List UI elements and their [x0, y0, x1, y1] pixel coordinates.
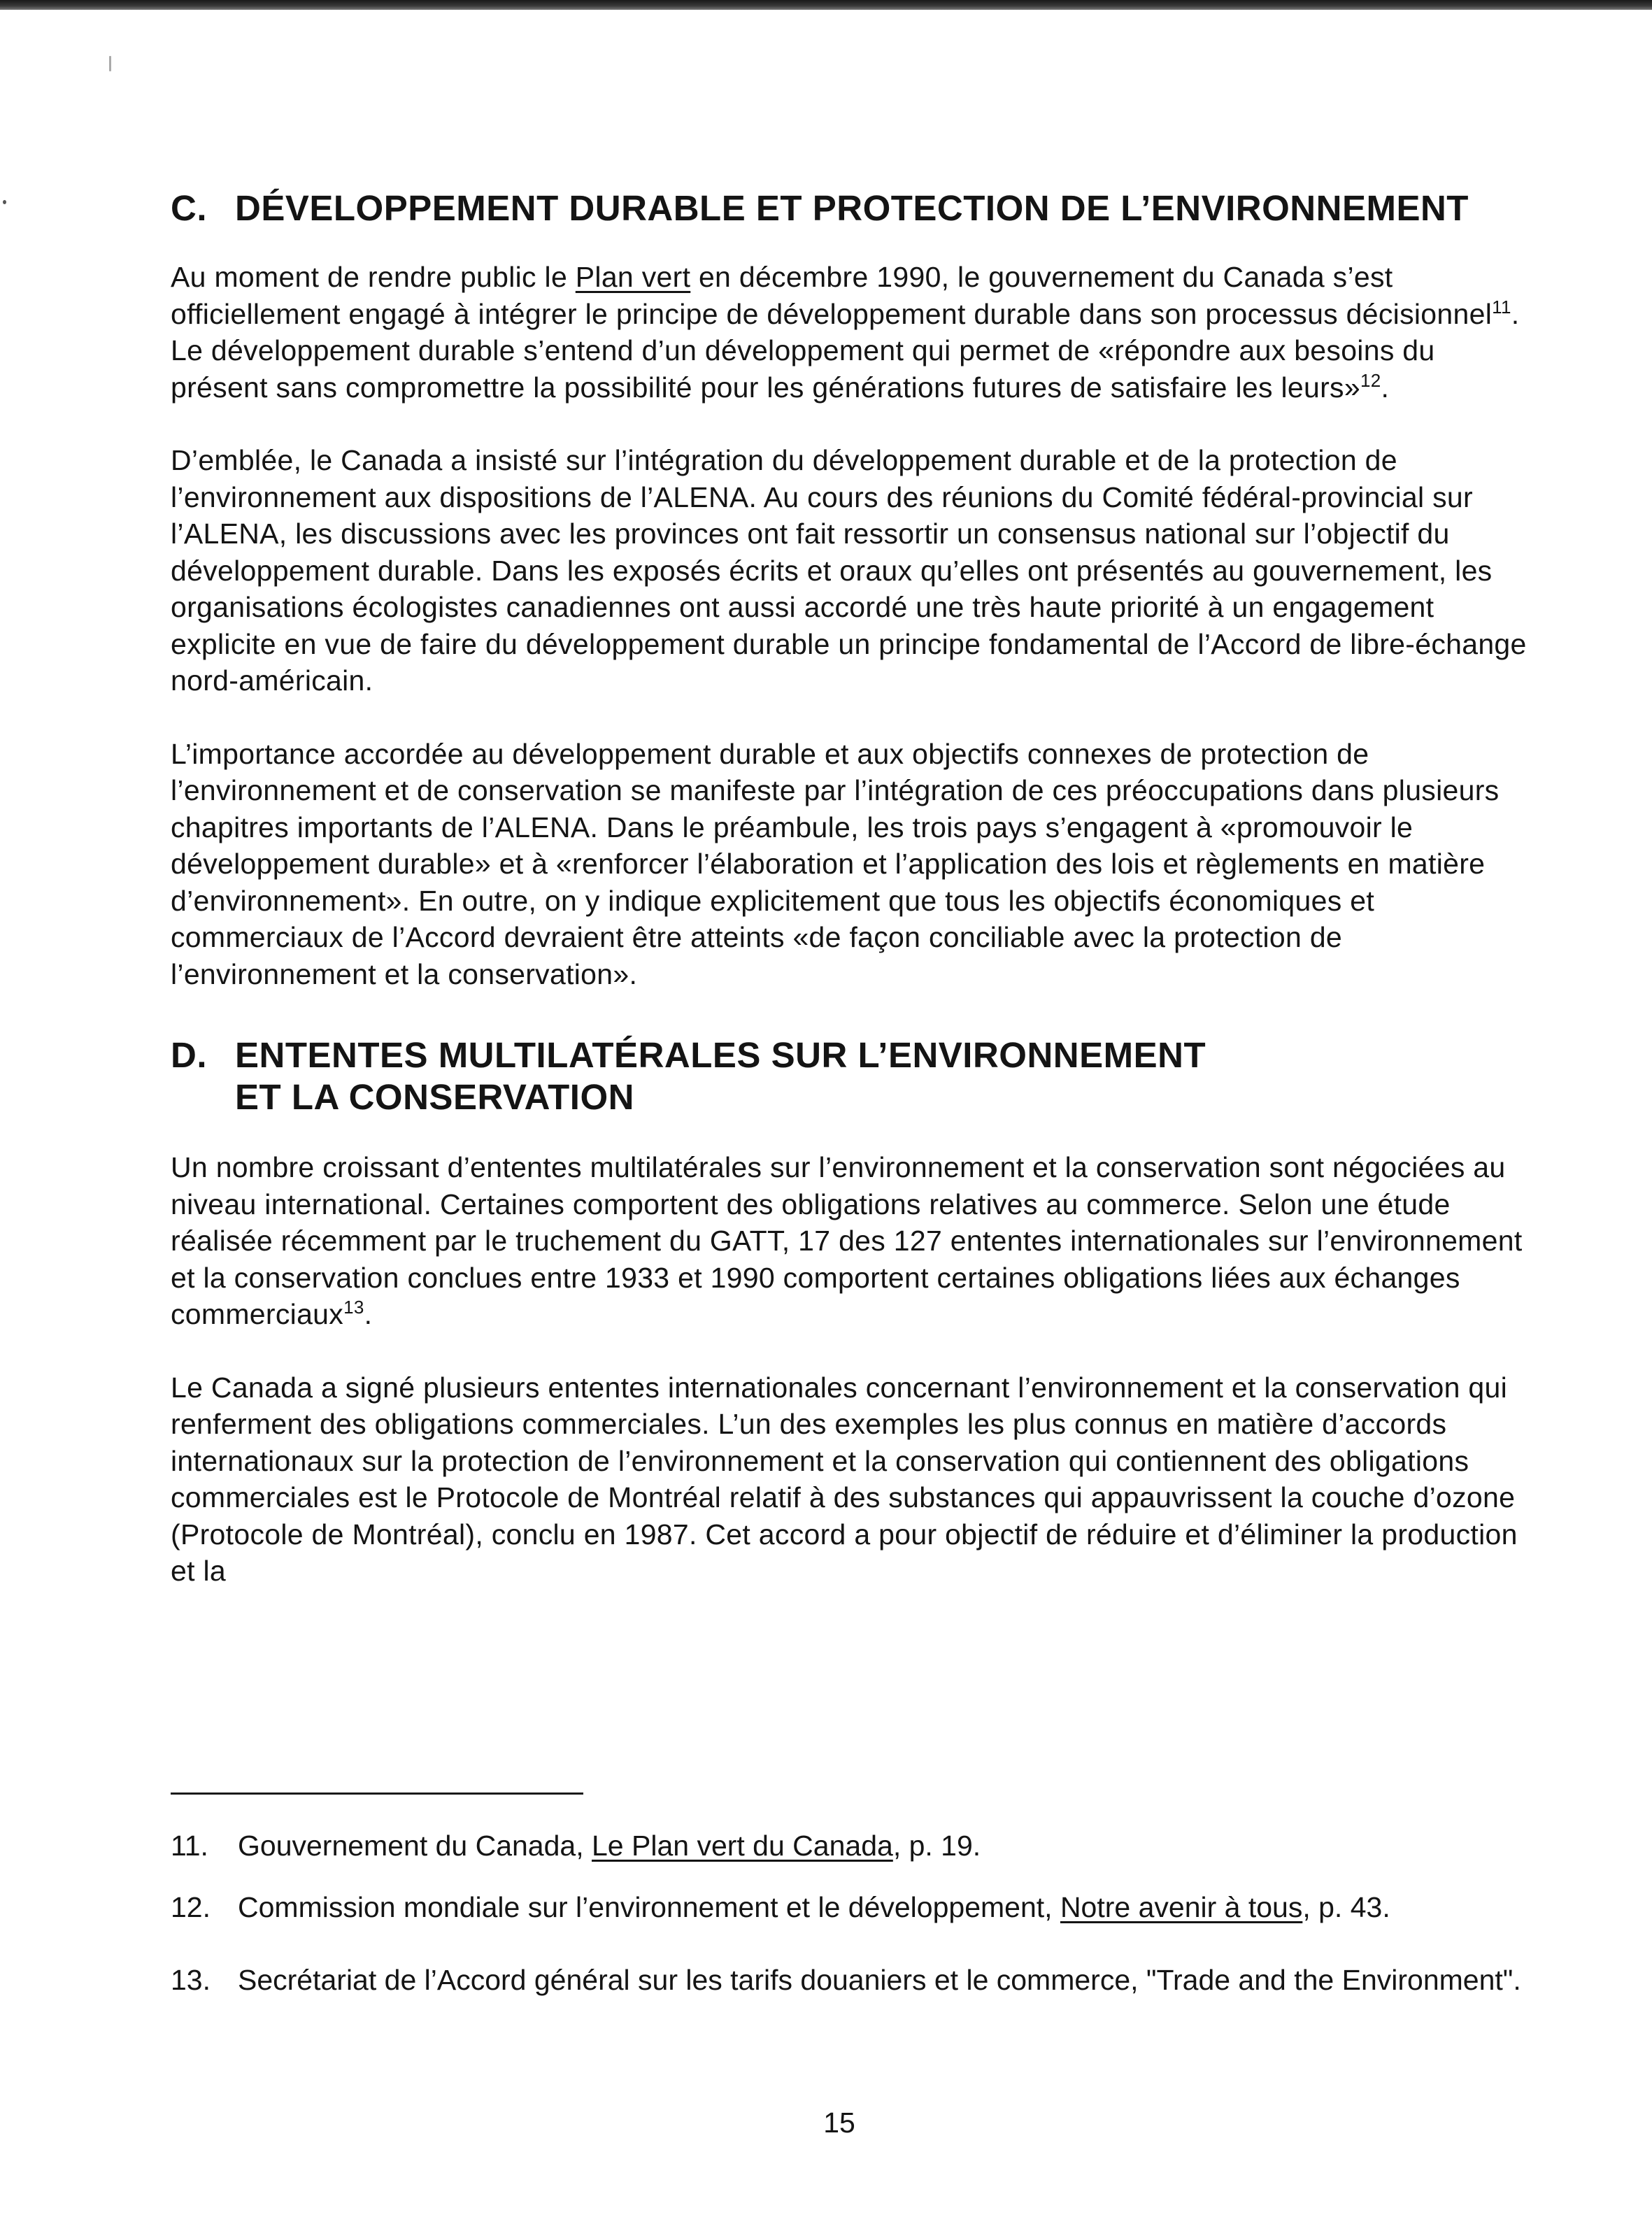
scan-edge: [0, 0, 1652, 10]
text-run: Gouvernement du Canada,: [238, 1830, 592, 1862]
section-c-paragraph-1: [171, 259, 1534, 406]
section-d-paragraph-2: Le Canada a signé plusieurs ententes internationales concernant l’environnement et la conservation qui renferment des obligations commerciales. L’un des exemples les plus connus en matière d’accords internationaux sur la protection de l’environnement et la conservation qui contiennent des obligations commerciales est le Protocole de Montréal relatif à des substances qui appauvrissent la couche d’ozone (Protocole de Montréal), conclu en 1987. Cet accord a pour objectif de réduire et d’éliminer la production et la: [171, 1371, 1518, 1587]
page-number: 15: [823, 2107, 855, 2139]
footnote-number: 11.: [171, 1830, 208, 1862]
footnote-ref-11: 11: [1492, 296, 1511, 318]
cited-title: Le Plan vert du Canada: [592, 1830, 893, 1862]
footnote-12: [171, 1890, 1534, 1925]
section-d-title-line-1: ENTENTES MULTILATÉRALES SUR L’ENVIRONNEMENT: [235, 1035, 1206, 1075]
section-d-heading: [171, 1034, 1534, 1118]
text-run: , p. 43.: [1302, 1891, 1390, 1923]
section-d-paragraph-1: [171, 1149, 1534, 1333]
text-run: , p. 19.: [892, 1830, 981, 1862]
section-d-title-line-2: ET LA CONSERVATION: [235, 1077, 634, 1117]
footnote-13: [171, 1962, 1534, 1997]
footnote-11: [171, 1828, 1534, 1863]
scan-speck: [3, 200, 6, 204]
plan-vert-title: Plan vert: [575, 261, 691, 293]
section-c-paragraph-3: L’importance accordée au développement durable et aux objectifs connexes de protection de l’environnement et de conservation se manifeste par l’intégration de ces préoccupations dans plusieurs chapitres importants de l’ALENA. Dans le préambule, les trois pays s’engagent à «promouvoir le développement durable» et à «renforcer l’élaboration et l’application des lois et règlements en matière d’environnement». En outre, on y indique explicitement que tous les objectifs économiques et commerciaux de l’Accord devraient être atteints «de façon conciliable avec la protection de l’environnement et la conservation».: [171, 737, 1500, 990]
text-run: Un nombre croissant d’ententes multilatérales sur l’environnement et la conservation sont négociées au niveau international. Certaines comportent des obligations relatives au commerce. Selon une étude réalisée récemment par le truchement du GATT, 17 des 127 ententes internationales sur l’environnement et la conservation conclues entre 1933 et 1990 comportent certaines obligations liées aux échanges commerciaux: [171, 1151, 1523, 1330]
footnote-text: [238, 1890, 1534, 1925]
text-run: . Le développement durable s’entend d’un développement qui permet de «répondre aux besoins du présent sans compromettre la possibilité pour les générations futures de satisfaire les leurs»: [171, 297, 1520, 404]
footnotes: [171, 1828, 1534, 1997]
footnote-text: [238, 1828, 1534, 1863]
section-c-title: DÉVELOPPEMENT DURABLE ET PROTECTION DE L’ENVIRONNEMENT: [235, 188, 1469, 228]
section-c-paragraph-2: D’emblée, le Canada a insisté sur l’intégration du développement durable et de la protection de l’environnement aux dispositions de l’ALENA. Au cours des réunions du Comité fédéral-provincial sur l’ALENA, les discussions avec les provinces ont fait ressortir un consensus national sur l’objectif du développement durable. Dans les exposés écrits et oraux qu’elles ont présentés au gouvernement, les organisations écologistes canadiennes ont aussi accordé une très haute priorité à un engagement explicite en vue de faire du développement durable un principe fondamental de l’Accord de libre-échange nord-américain.: [171, 444, 1527, 697]
scan-speck: [109, 56, 111, 71]
text-run: Au moment de rendre public le: [171, 261, 576, 293]
footnote-text: [238, 1962, 1534, 1997]
footnote-number: 13.: [171, 1964, 211, 1996]
text-run: en décembre 1990, le gouvernement du Canada s’est officiellement engagé à intégrer le principe de développement durable dans son processus décisionnel: [171, 261, 1493, 330]
cited-title: Notre avenir à tous: [1060, 1891, 1303, 1923]
text-run: .: [1381, 371, 1390, 404]
footnote-ref-12: 12: [1360, 369, 1381, 391]
page-body: [171, 187, 1534, 1590]
footnote-ref-13: 13: [343, 1297, 364, 1318]
text-run: Commission mondiale sur l’environnement et le développement,: [238, 1891, 1060, 1923]
section-c-letter: C.: [171, 188, 207, 228]
text-run: .: [364, 1298, 373, 1330]
footnote-separator: [171, 1792, 583, 1795]
section-d-letter: D.: [171, 1035, 207, 1075]
footnote-number: 12.: [171, 1891, 211, 1923]
section-c-heading: [171, 187, 1534, 229]
text-run: Secrétariat de l’Accord général sur les tarifs douaniers et le commerce, "Trade and the Environment".: [238, 1964, 1521, 1996]
